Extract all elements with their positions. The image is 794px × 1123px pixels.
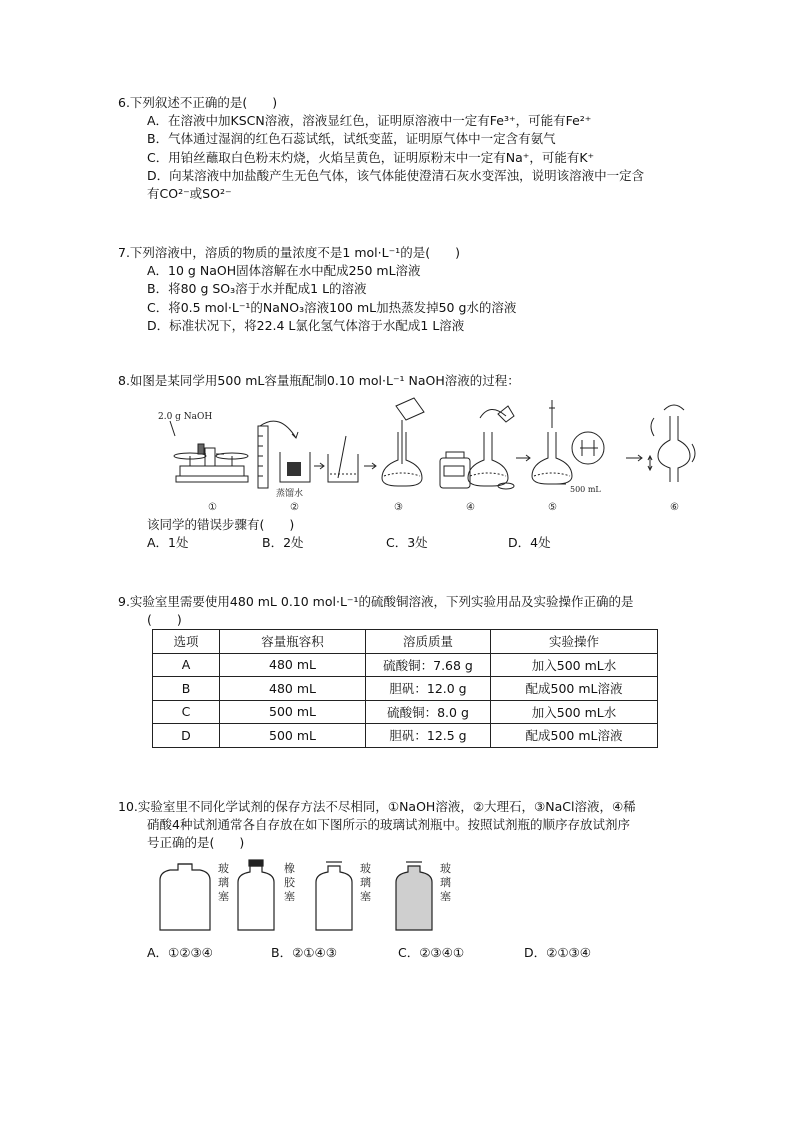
table-cell: 480 mL — [220, 677, 366, 701]
q10-bottles-figure — [150, 856, 460, 936]
table-cell: 加入500 mL水 — [491, 700, 658, 724]
q10-option-d: D．②①③④ — [524, 945, 591, 960]
q6-option-a: A．在溶液中加KSCN溶液，溶液显红色，证明原溶液中一定有Fe³⁺，可能有Fe²⁺ — [147, 113, 592, 129]
q7-option-a: A．10 g NaOH固体溶解在水中配成250 mL溶液 — [147, 263, 421, 279]
bottle-1-label-2: 璃 — [218, 876, 229, 889]
question-7 — [118, 244, 718, 335]
table-cell: A — [153, 653, 220, 677]
table-cell: 配成500 mL溶液 — [491, 724, 658, 748]
q10-options — [118, 944, 718, 962]
water-label: 蒸馏水 — [276, 489, 304, 499]
step-5-label: ⑤ — [548, 502, 557, 513]
question-9 — [118, 593, 718, 629]
q7-stem: 7.下列溶液中，溶质的物质的量浓度不是1 mol·L⁻¹的是( ) — [118, 245, 460, 260]
table-cell: 500 mL — [220, 700, 366, 724]
q10-stem: 10.实验室里不同化学试剂的保存方法不尽相同，①NaOH溶液，②大理石，③NaCl溶液，④稀 — [118, 799, 636, 814]
table-cell: B — [153, 677, 220, 701]
q10-option-a: A．①②③④ — [147, 945, 213, 960]
bottle-4-label-3: 塞 — [440, 890, 451, 903]
naoh-label: 2.0 g NaOH — [158, 412, 213, 422]
step-4-label: ④ — [466, 502, 475, 513]
q9-stem: 9.实验室里需要使用480 mL 0.10 mol·L⁻¹的硫酸铜溶液，下列实验用品及实验操作正确的是 — [118, 594, 634, 609]
table-header: 溶质质量 — [366, 630, 491, 654]
q7-option-b: B．将80 g SO₃溶于水并配成1 L的溶液 — [147, 281, 367, 297]
bottle-1-label-1: 玻 — [218, 862, 229, 875]
table-row — [153, 653, 658, 677]
table-cell: 480 mL — [220, 653, 366, 677]
step-2-label: ② — [290, 502, 299, 513]
volume-label: 500 mL — [570, 485, 601, 494]
question-10-answers — [118, 944, 718, 962]
table-cell: D — [153, 724, 220, 748]
bottle-2-label-2: 胶 — [284, 876, 295, 889]
table-cell: 胆矾：12.5 g — [366, 724, 491, 748]
q10-option-c: C．②③④① — [398, 945, 465, 960]
bottle-2-label-1: 橡 — [284, 862, 295, 875]
q8-stem: 8.如图是某同学用500 mL容量瓶配制0.10 mol·L⁻¹ NaOH溶液的过程： — [118, 373, 520, 388]
q8-question: 该同学的错误步骤有( ) — [147, 517, 295, 532]
bottle-2-label-3: 塞 — [284, 890, 295, 903]
bottle-4-label-1: 玻 — [440, 862, 451, 875]
q6-option-b: B．气体通过湿润的红色石蕊试纸，试纸变蓝，证明原气体中一定含有氨气 — [147, 131, 556, 147]
q8-procedure-figure — [150, 396, 700, 518]
q10-stem-cont2: 号正确的是( ) — [147, 835, 245, 851]
table-row — [153, 700, 658, 724]
table-cell: 硫酸铜：7.68 g — [366, 653, 491, 677]
table-row — [153, 724, 658, 748]
step-3-label: ③ — [394, 502, 403, 513]
bottle-3-label-2: 璃 — [360, 876, 371, 889]
table-header-row — [153, 630, 658, 654]
q6-option-d: D．向某溶液中加盐酸产生无色气体，该气体能使澄清石灰水变浑浊，说明该溶液中一定含 — [147, 167, 645, 183]
question-8-answers — [118, 516, 718, 552]
table-cell: 胆矾：12.0 g — [366, 677, 491, 701]
q6-option-c: C．用铂丝蘸取白色粉末灼烧，火焰呈黄色，证明原粉末中一定有Na⁺，可能有K⁺ — [147, 149, 595, 165]
step-1-label: ① — [208, 502, 217, 513]
q10-stem-cont: 硝酸4种试剂通常各自存放在如下图所示的玻璃试剂瓶中。按照试剂瓶的顺序存放试剂序 — [147, 817, 630, 833]
q7-option-d: D．标准状况下，将22.4 L氯化氢气体溶于水配成1 L溶液 — [147, 317, 465, 333]
table-header: 容量瓶容积 — [220, 630, 366, 654]
table-header: 选项 — [153, 630, 220, 654]
table-cell: 500 mL — [220, 724, 366, 748]
table-row — [153, 677, 658, 701]
question-6 — [118, 94, 718, 203]
q8-option-b: B．2处 — [262, 535, 304, 551]
q6-stem: 6.下列叙述不正确的是( ) — [118, 95, 278, 110]
q7-option-c: C．将0.5 mol·L⁻¹的NaNO₃溶液100 mL加热蒸发掉50 g水的溶液 — [147, 299, 517, 315]
q6-option-d-cont: 有CO²⁻或SO²⁻ — [147, 186, 232, 202]
q8-options — [118, 534, 718, 552]
q8-option-c: C．3处 — [386, 535, 428, 551]
question-8 — [118, 372, 718, 390]
q9-stem-cont: ( ) — [147, 612, 182, 628]
table-cell: 配成500 mL溶液 — [491, 677, 658, 701]
bottle-3-label-1: 玻 — [360, 862, 371, 875]
step-6-label: ⑥ — [670, 502, 679, 513]
q10-option-b: B．②①④③ — [271, 945, 337, 960]
bottle-1-label-3: 塞 — [218, 890, 229, 903]
table-cell: C — [153, 700, 220, 724]
question-10 — [118, 798, 718, 853]
q8-option-a: A．1处 — [147, 535, 189, 551]
q8-option-d: D．4处 — [508, 535, 551, 551]
table-cell: 加入500 mL水 — [491, 653, 658, 677]
q9-table — [152, 629, 658, 748]
bottle-3-label-3: 塞 — [360, 890, 371, 903]
bottle-4-label-2: 璃 — [440, 876, 451, 889]
table-cell: 硫酸铜：8.0 g — [366, 700, 491, 724]
table-header: 实验操作 — [491, 630, 658, 654]
